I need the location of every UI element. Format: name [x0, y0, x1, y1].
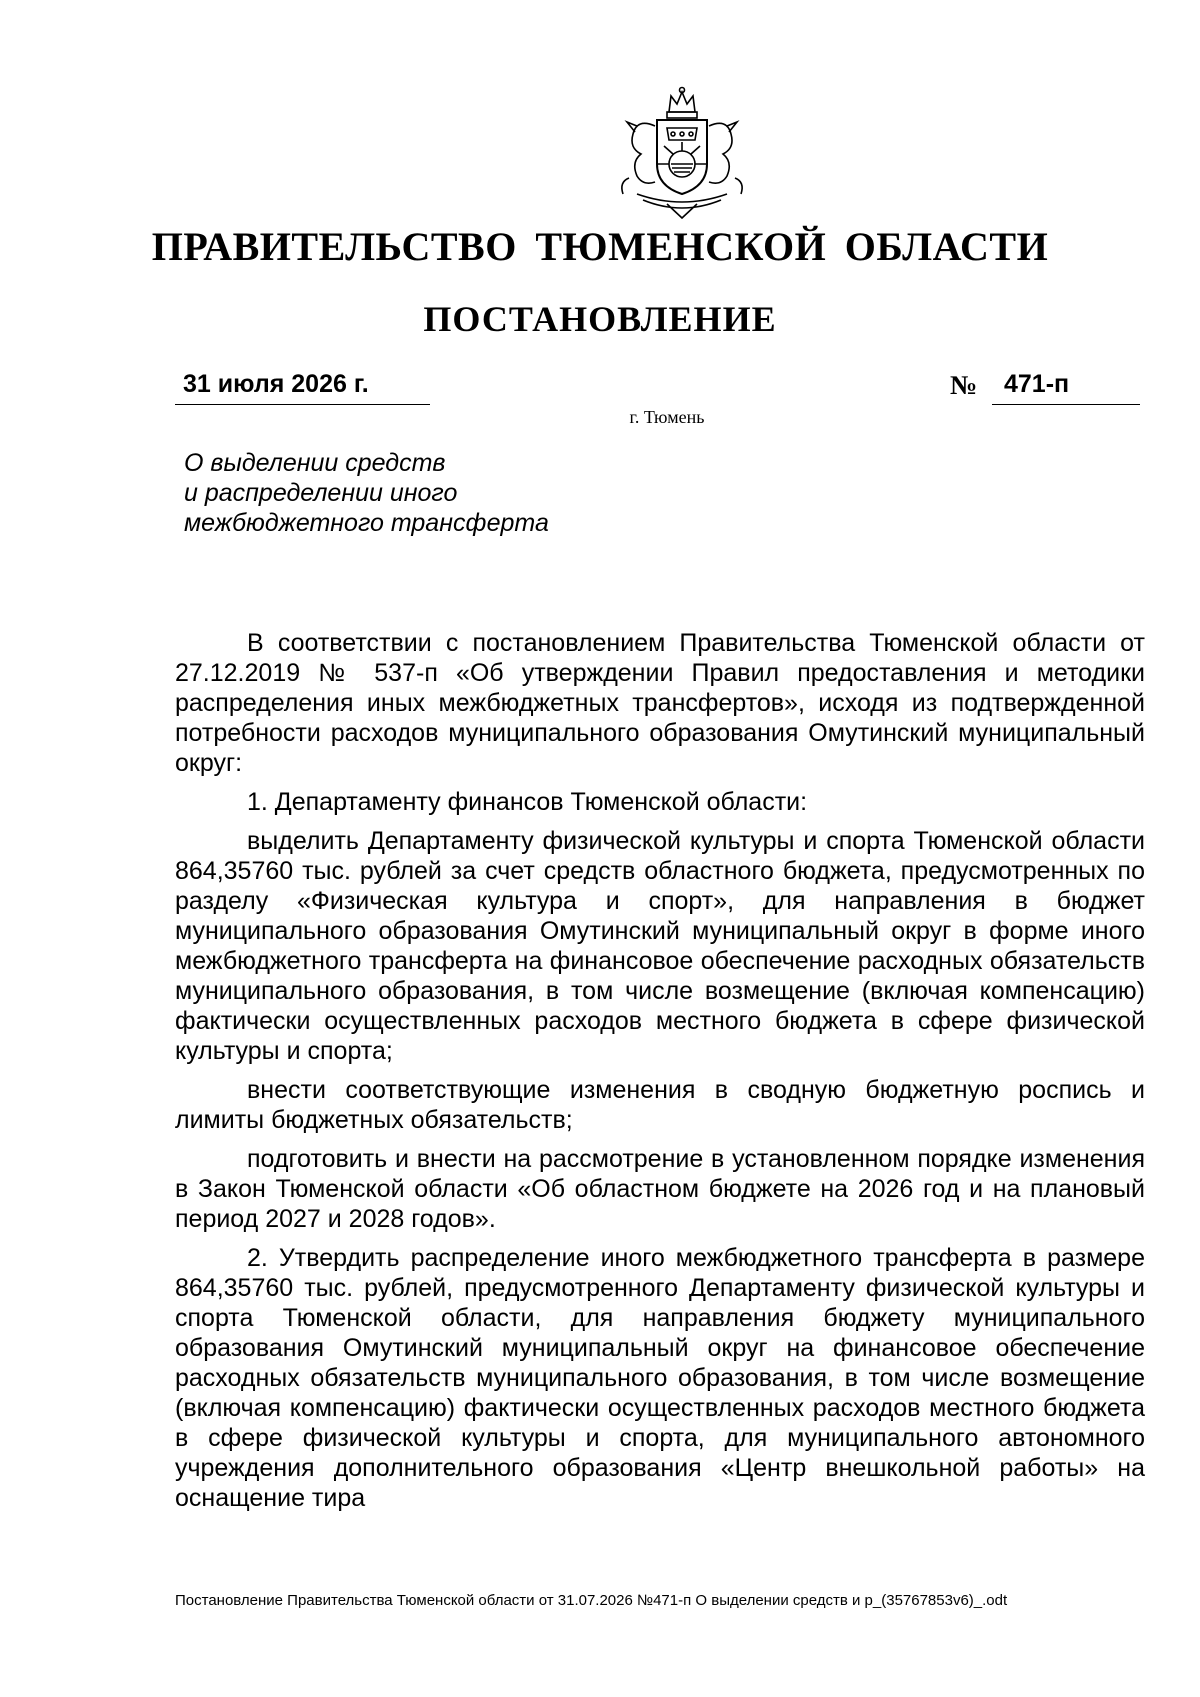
document-body [175, 628, 1145, 1513]
subject-line: и распределении иного [184, 479, 458, 507]
document-number-line [992, 368, 1140, 405]
document-type-title: ПОСТАНОВЛЕНИЕ [423, 299, 777, 339]
document-date [175, 368, 430, 405]
document-number-label: № [950, 370, 978, 400]
body-paragraph: В соответствии с постановлением Правительства Тюменской области от 27.12.2019 № 537-п «Об утверждении Правил предоставления и методики распределения иных межбюджетных трансфертов», исходя из подтвержденной потребности расходов муниципального образования Омутинский муниципальный округ: [175, 629, 1145, 777]
government-title: ПРАВИТЕЛЬСТВО ТЮМЕНСКОЙ ОБЛАСТИ [151, 224, 1049, 269]
document-date-value: 31 июля 2026 г. [183, 370, 369, 398]
body-paragraph: выделить Департаменту физической культуры и спорта Тюменской области 864,35760 тыс. рублей за счет средств областного бюджета, предусмотренных по разделу «Физическая культура и спорт», для направления в бюджет муниципального образования Омутинский муниципальный округ в форме иного межбюджетного трансферта на финансовое обеспечение расходных обязательств муниципального образования, в том числе возмещение (включая компенсацию) фактически осуществленных расходов местного бюджета в сфере физической культуры и спорта; [175, 827, 1145, 1065]
document-subject [184, 448, 704, 538]
document-number-value: 471-п [1004, 370, 1070, 398]
subject-line: О выделении средств [184, 449, 446, 477]
body-paragraph: внести соответствующие изменения в сводную бюджетную роспись и лимиты бюджетных обязательств; [175, 1076, 1145, 1134]
body-paragraph: 2. Утвердить распределение иного межбюджетного трансферта в размере 864,35760 тыс. рублей, предусмотренного Департаменту физической культуры и спорта Тюменской области, для направления бюджету муниципального образования Омутинский муниципальный округ на финансовое обеспечение расходных обязательств муниципального образования, в том числе возмещение (включая компенсацию) фактически осуществленных расходов местного бюджета в сфере физической культуры и спорта, для муниципального автономного учреждения дополнительного образования «Центр внешкольной работы» на оснащение тира [175, 1244, 1145, 1512]
document-number [950, 368, 1140, 404]
body-paragraph: 1. Департаменту финансов Тюменской области: [247, 788, 808, 816]
body-paragraph: подготовить и внести на рассмотрение в установленном порядке изменения в Закон Тюменской области «Об областном бюджете на 2026 год и на плановый период 2027 и 2028 годов». [175, 1145, 1145, 1233]
tyumen-coat-of-arms-icon [607, 82, 757, 222]
page-footer: Постановление Правительства Тюменской области от 31.07.2026 №471-п О выделении средств и р_(35767853v6)_.odt [175, 1592, 1008, 1609]
subject-line: межбюджетного трансферта [184, 509, 549, 537]
document-city: г. Тюмень [629, 407, 705, 427]
